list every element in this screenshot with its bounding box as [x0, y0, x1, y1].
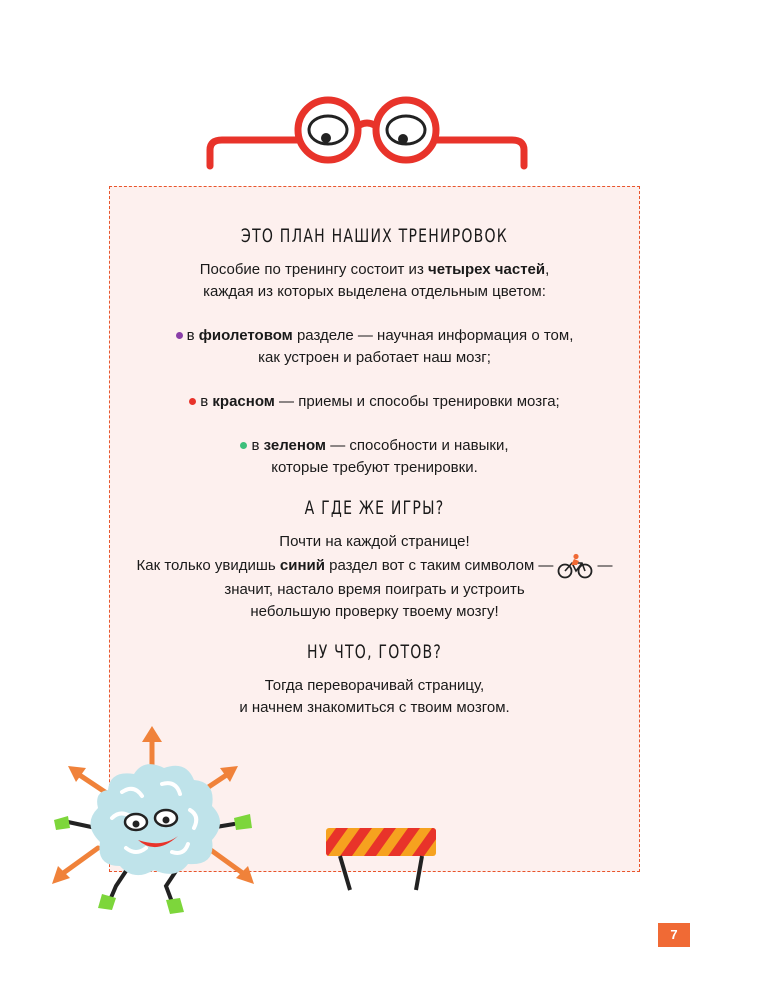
green-dot-icon — [240, 442, 247, 449]
red-item: в красном — приемы и способы тренировки мозга; — [110, 391, 639, 413]
panel-content — [110, 223, 639, 719]
games-line2: Как только увидишь синий раздел вот с таким символом — — — [110, 553, 639, 579]
glasses-illustration — [200, 88, 534, 178]
ready-line2: и начнем знакомиться с твоим мозгом. — [239, 699, 510, 716]
games-heading: А ГДЕ ЖЕ ИГРЫ? — [304, 497, 445, 519]
plan-intro: Пособие по тренингу состоит из четырех частей, — [199, 261, 550, 278]
green-item-line2: которые требуют тренировки. — [271, 459, 478, 476]
page-number: 7 — [658, 923, 690, 947]
cyclist-icon — [556, 553, 594, 579]
games-line1: Почти на каждой странице! — [279, 533, 470, 550]
green-item: в зеленом — способности и навыки, — [110, 435, 639, 457]
hurdle-illustration — [322, 826, 440, 892]
violet-dot-icon — [176, 332, 183, 339]
games-line4: небольшую проверку твоему мозгу! — [250, 603, 499, 620]
red-dot-icon — [189, 398, 196, 405]
violet-item: в фиолетовом разделе — научная информация о том, — [110, 325, 639, 347]
violet-item-line2: как устроен и работает наш мозг; — [258, 349, 491, 366]
brain-character-illustration — [38, 718, 266, 918]
plan-intro-line2: каждая из которых выделена отдельным цветом: — [203, 283, 546, 300]
plan-heading: ЭТО ПЛАН НАШИХ ТРЕНИРОВОК — [241, 225, 508, 247]
ready-line1: Тогда переворачивай страницу, — [264, 677, 485, 694]
ready-heading: НУ ЧТО, ГОТОВ? — [306, 641, 443, 663]
games-line3: значит, настало время поиграть и устроить — [224, 581, 525, 598]
